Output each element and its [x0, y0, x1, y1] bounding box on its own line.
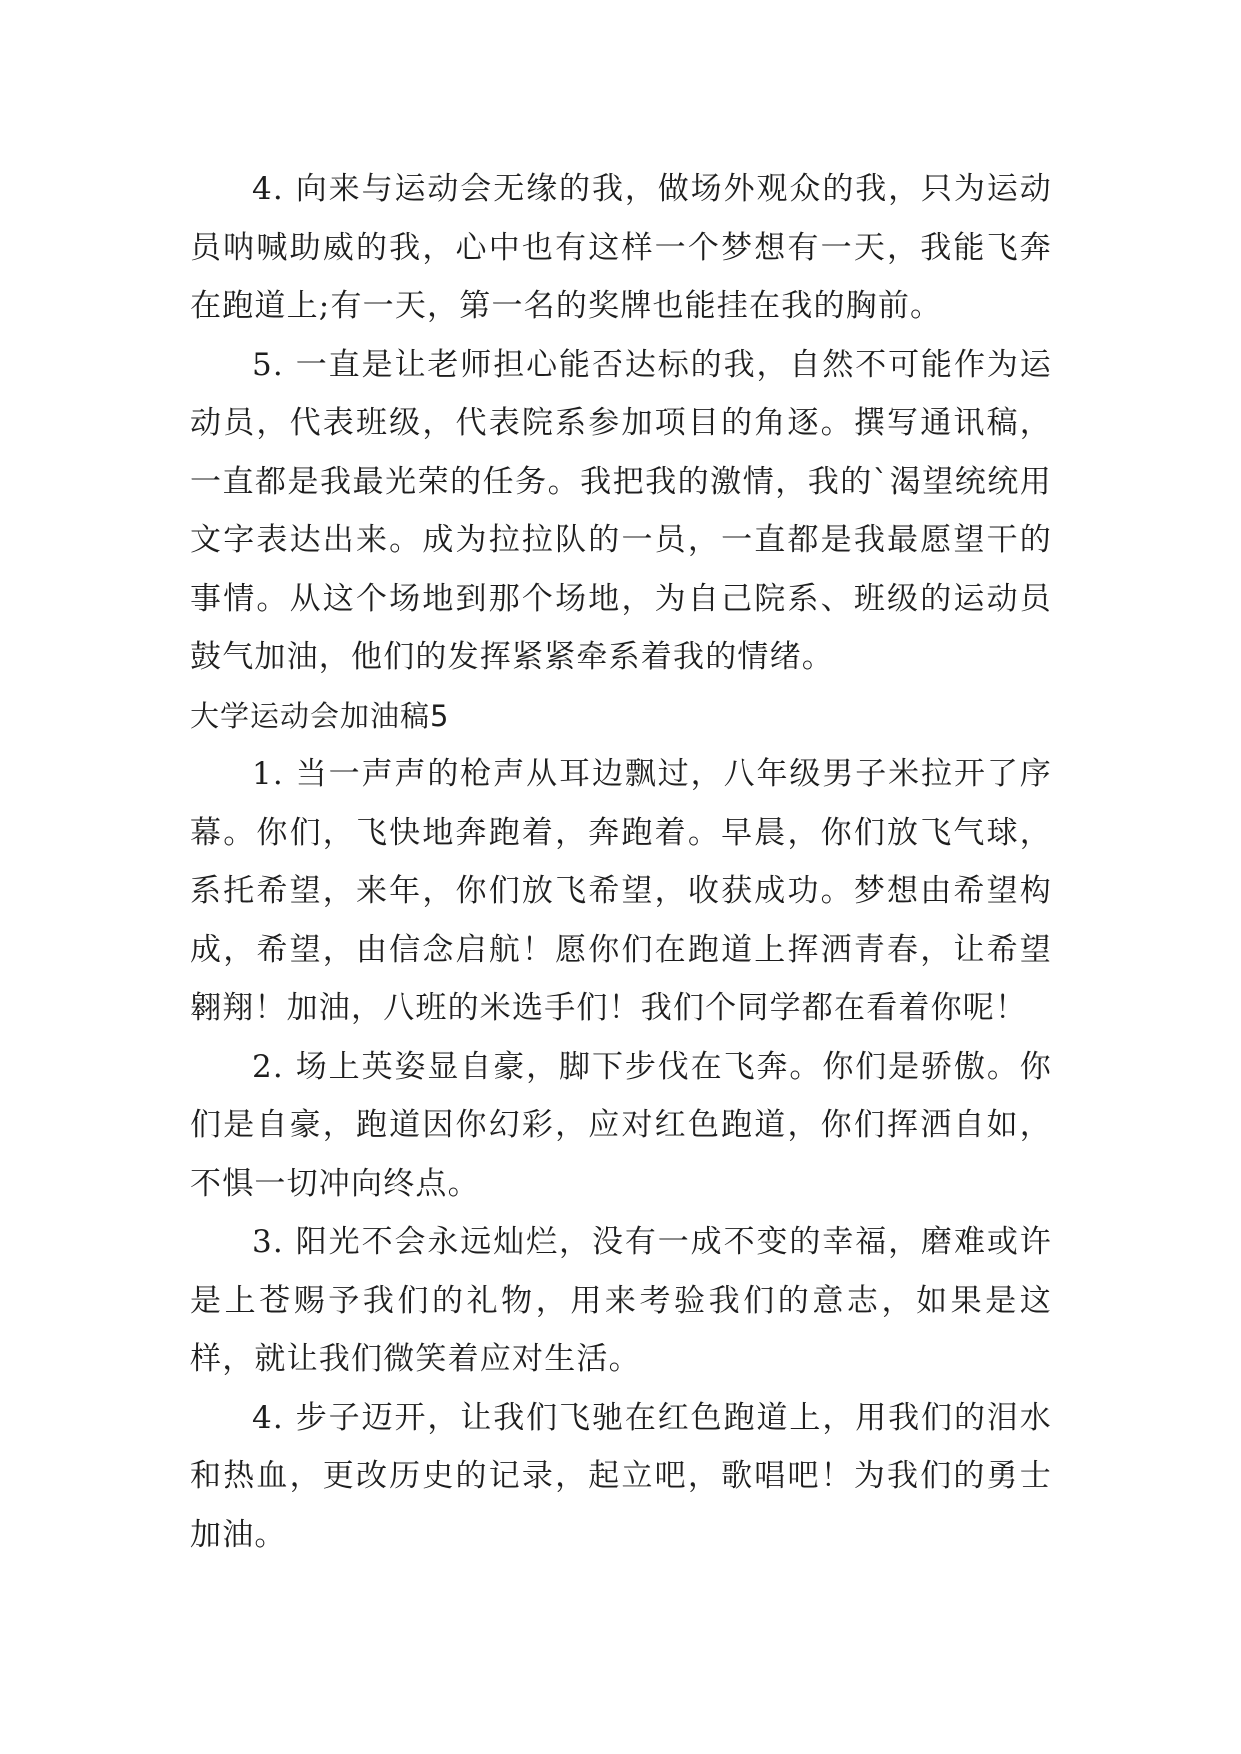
paragraph-b-1: 1. 当一声声的枪声从耳边飘过，八年级男子米拉开了序幕。你们，飞快地奔跑着，奔跑着。早晨，你们放飞气球，系托希望，来年，你们放飞希望，收获成功。梦想由希望构成，希望，由信念启航！愿你们在跑道上挥洒青春，让希望翱翔！加油，八班的米选手们！我们个同学都在看着你呢！ [190, 756, 1052, 1026]
paragraph-b-4: 4. 步子迈开，让我们飞驰在红色跑道上，用我们的泪水和热血，更改历史的记录，起立吧，歌唱吧！为我们的勇士加油。 [190, 1399, 1052, 1553]
paragraph-a-5: 5. 一直是让老师担心能否达标的我，自然不可能作为运动员，代表班级，代表院系参加项目的角逐。撰写通讯稿，一直都是我最光荣的任务。我把我的激情，我的`渴望统统用文字表达出来。成为拉拉队的一员，一直都是我最愿望干的事情。从这个场地到那个场地，为自己院系、班级的运动员鼓气加油，他们的发挥紧紧牵系着我的情绪。 [190, 346, 1052, 675]
paragraph-b-2: 2. 场上英姿显自豪，脚下步伐在飞奔。你们是骄傲。你们是自豪，跑道因你幻彩，应对红色跑道，你们挥洒自如，不惧一切冲向终点。 [190, 1048, 1052, 1202]
document-body [190, 160, 1052, 1564]
section-heading: 大学运动会加油稿5 [190, 698, 450, 733]
paragraph-a-4: 4. 向来与运动会无缘的我，做场外观众的我，只为运动员呐喊助威的我，心中也有这样一个梦想有一天，我能飞奔在跑道上;有一天，第一名的奖牌也能挂在我的胸前。 [190, 171, 1052, 324]
paragraph-b-3: 3. 阳光不会永远灿烂，没有一成不变的幸福，磨难或许是上苍赐予我们的礼物，用来考验我们的意志，如果是这样，就让我们微笑着应对生活。 [190, 1224, 1052, 1377]
